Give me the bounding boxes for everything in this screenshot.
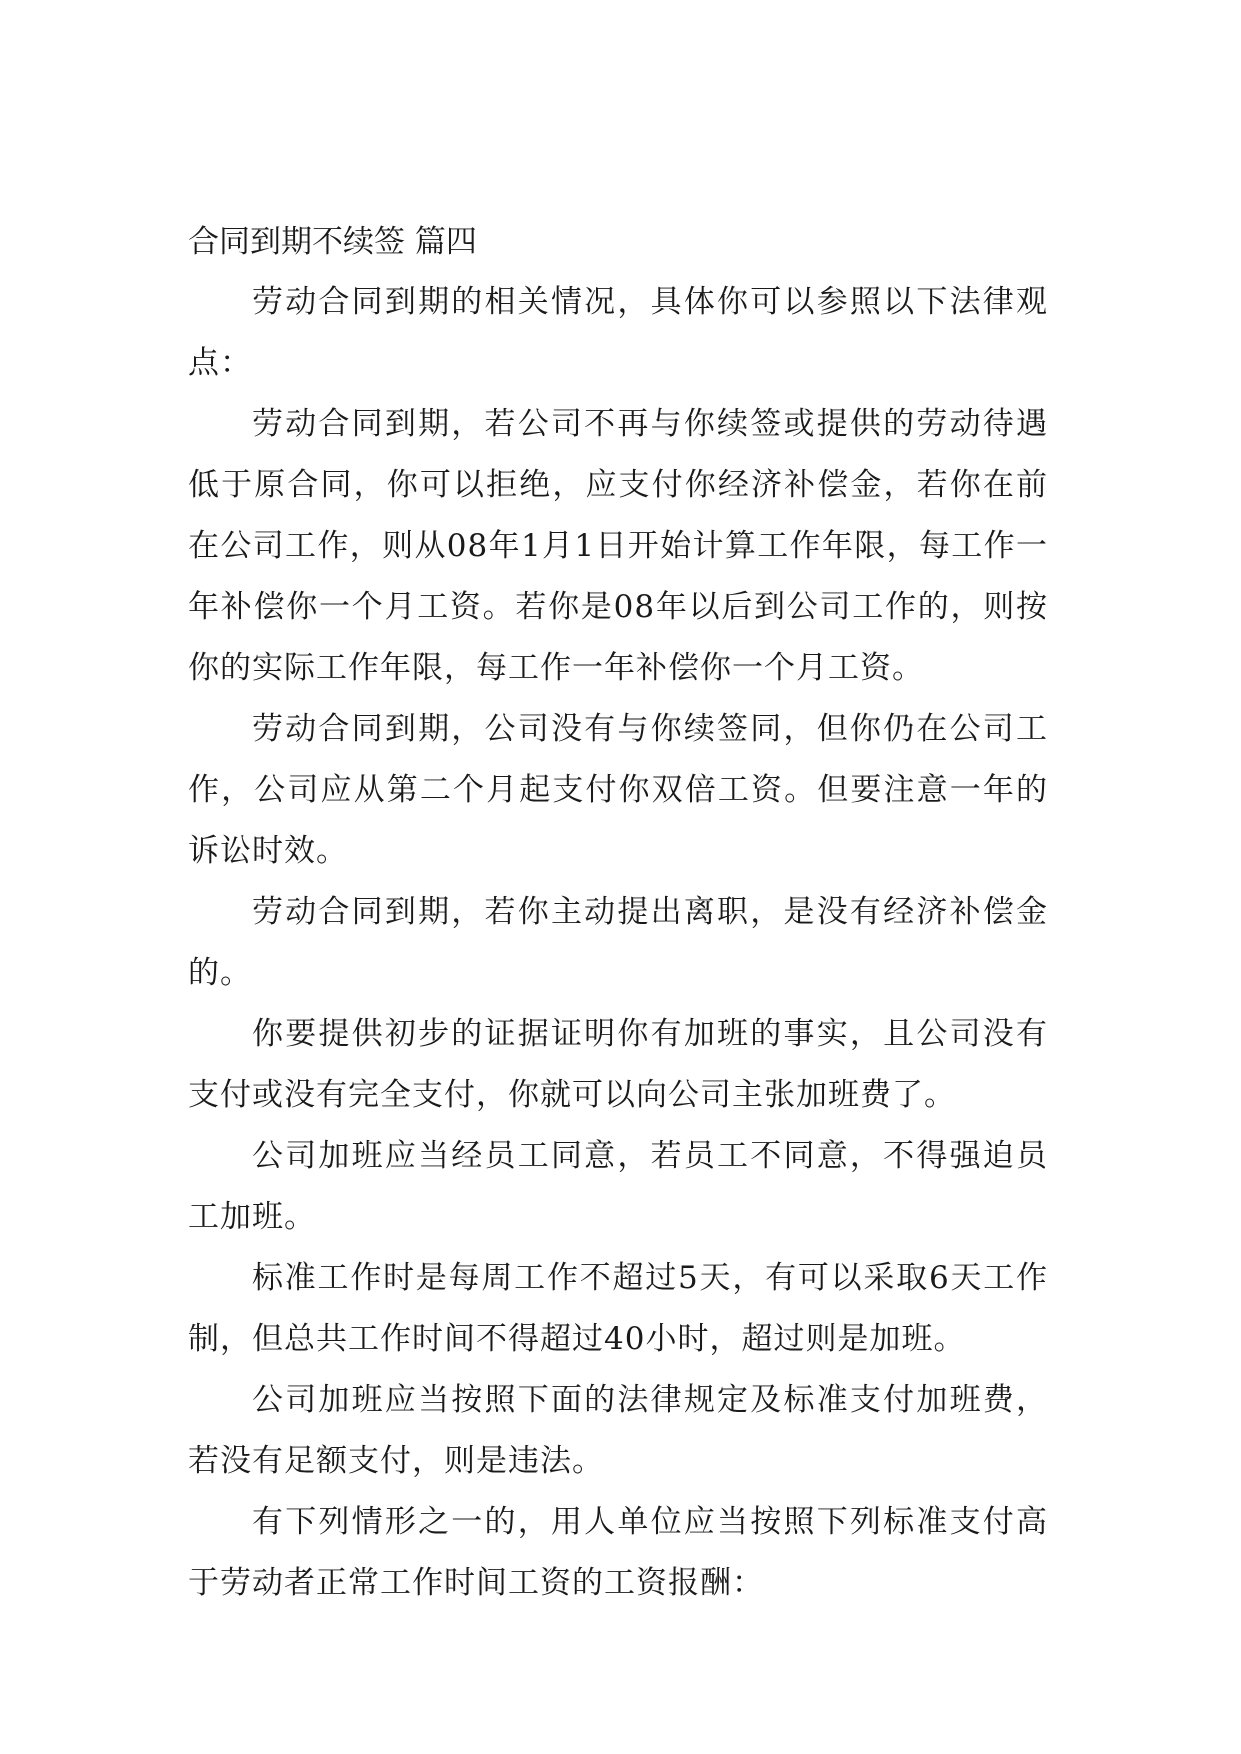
paragraph: 劳动合同到期，若你主动提出离职，是没有经济补偿金的。 — [188, 894, 1048, 991]
section-heading: 合同到期不续签 篇四 — [188, 224, 477, 260]
document-body — [188, 212, 1048, 1614]
paragraph: 标准工作时是每周工作不超过5天，有可以采取6天工作制，但总共工作时间不得超过40小时，超过则是加班。 — [188, 1260, 1048, 1357]
paragraph: 劳动合同到期的相关情况，具体你可以参照以下法律观点： — [188, 284, 1048, 381]
paragraph: 劳动合同到期，若公司不再与你续签或提供的劳动待遇低于原合同，你可以拒绝，应支付你经济补偿金，若你在前在公司工作，则从08年1月1日开始计算工作年限，每工作一年补偿你一个月工资。若你是08年以后到公司工作的，则按你的实际工作年限，每工作一年补偿你一个月工资。 — [188, 406, 1048, 686]
paragraph: 有下列情形之一的，用人单位应当按照下列标准支付高于劳动者正常工作时间工资的工资报酬： — [188, 1504, 1048, 1601]
paragraph: 劳动合同到期，公司没有与你续签同，但你仍在公司工作，公司应从第二个月起支付你双倍工资。但要注意一年的诉讼时效。 — [188, 711, 1048, 869]
paragraph: 你要提供初步的证据证明你有加班的事实，且公司没有支付或没有完全支付，你就可以向公司主张加班费了。 — [188, 1016, 1048, 1113]
paragraph: 公司加班应当经员工同意，若员工不同意，不得强迫员工加班。 — [188, 1138, 1048, 1235]
paragraph: 公司加班应当按照下面的法律规定及标准支付加班费，若没有足额支付，则是违法。 — [188, 1382, 1048, 1479]
